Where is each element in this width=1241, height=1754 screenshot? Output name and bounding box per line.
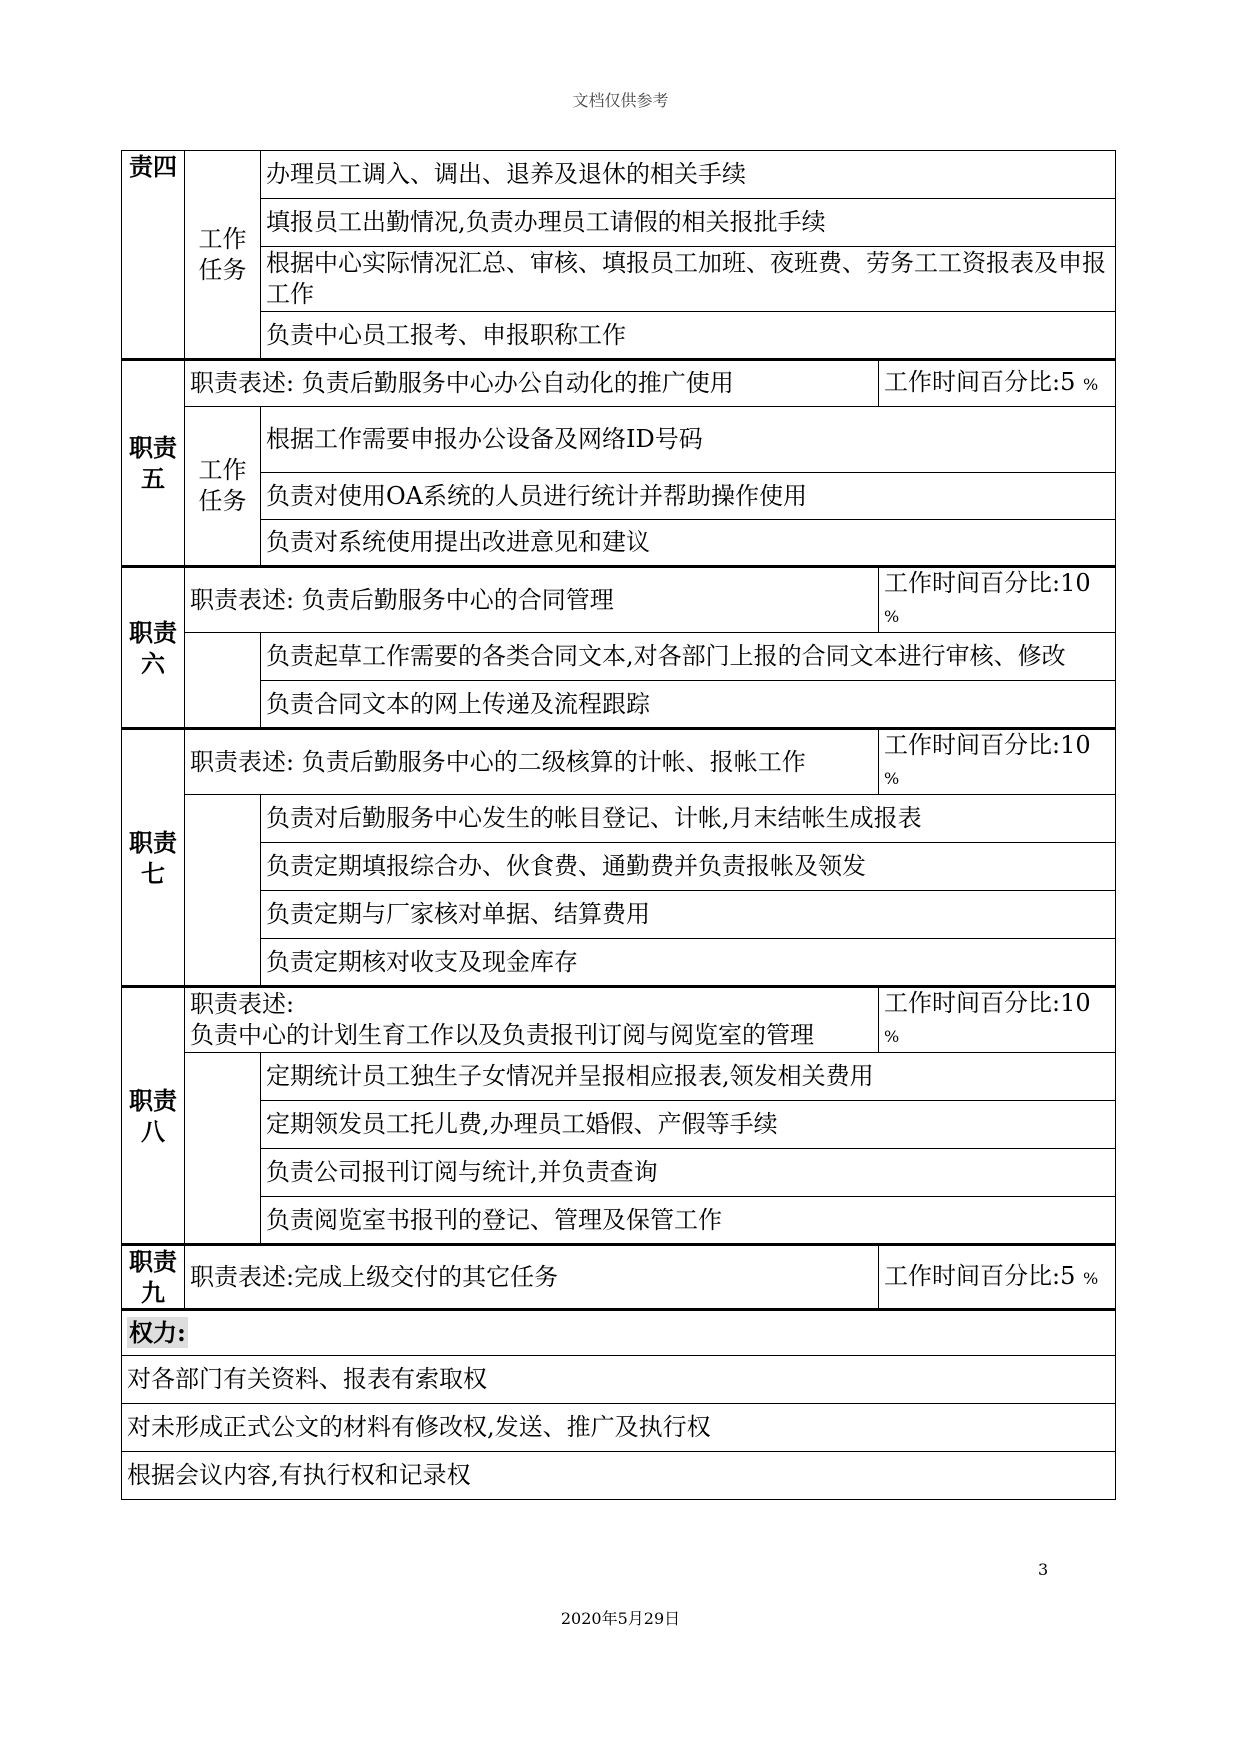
duty7-task-3: 负责定期与厂家核对单据、结算费用 [261, 891, 1116, 939]
duty6-label: 职责六 [122, 567, 185, 729]
duty4-task-2: 填报员工出勤情况,负责办理员工请假的相关报批手续 [261, 199, 1116, 247]
duty4-task-label: 工作任务 [185, 151, 261, 360]
duty4-task-4: 负责中心员工报考、申报职称工作 [261, 312, 1116, 360]
duty8-pct: 工作时间百分比:10 % [879, 987, 1116, 1053]
duty4-task-1: 办理员工调入、调出、退养及退休的相关手续 [261, 151, 1116, 199]
duty7-desc: 职责表述: 负责后勤服务中心的二级核算的计帐、报帐工作 [185, 729, 879, 795]
duty9-desc: 职责表述:完成上级交付的其它任务 [185, 1245, 879, 1310]
powers-heading-cell [122, 1310, 1116, 1356]
duty7-task-2: 负责定期填报综合办、伙食费、通勤费并负责报帐及领发 [261, 843, 1116, 891]
duty5-task-1: 根据工作需要申报办公设备及网络ID号码 [261, 407, 1116, 473]
duty7-task-label-empty [185, 795, 261, 987]
page-header: 文档仅供参考 [572, 91, 669, 110]
duty5-desc: 职责表述: 负责后勤服务中心办公自动化的推广使用 [185, 360, 879, 407]
duty7-task-4: 负责定期核对收支及现金库存 [261, 939, 1116, 987]
power-item: 根据会议内容,有执行权和记录权 [122, 1452, 1116, 1500]
duty5-task-label: 工作任务 [185, 407, 261, 567]
duty6-task-label-empty [185, 633, 261, 729]
duty8-task-4: 负责阅览室书报刊的登记、管理及保管工作 [261, 1197, 1116, 1245]
duty5-task-3: 负责对系统使用提出改进意见和建议 [261, 520, 1116, 567]
power-item: 对未形成正式公文的材料有修改权,发送、推广及执行权 [122, 1404, 1116, 1452]
duty7-pct: 工作时间百分比:10 % [879, 729, 1116, 795]
duty9-pct: 工作时间百分比:5 % [879, 1245, 1116, 1310]
duty5-label: 职责五 [122, 360, 185, 567]
duty6-task-2: 负责合同文本的网上传递及流程跟踪 [261, 681, 1116, 729]
duty4-task-3: 根据中心实际情况汇总、审核、填报员工加班、夜班费、劳务工工资报表及申报工作 [261, 247, 1116, 312]
duty4-label: 责四 [122, 151, 185, 360]
duty8-task-1: 定期统计员工独生子女情况并呈报相应报表,领发相关费用 [261, 1053, 1116, 1101]
powers-heading: 权力: [129, 1318, 186, 1347]
duty7-label: 职责七 [122, 729, 185, 987]
duty8-label: 职责八 [122, 987, 185, 1245]
duty-table [121, 150, 1116, 1500]
duty8-task-label-empty [185, 1053, 261, 1245]
duty8-task-2: 定期领发员工托儿费,办理员工婚假、产假等手续 [261, 1101, 1116, 1149]
duty7-task-1: 负责对后勤服务中心发生的帐目登记、计帐,月末结帐生成报表 [261, 795, 1116, 843]
duty8-desc: 职责表述: 负责中心的计划生育工作以及负责报刊订阅与阅览室的管理 [185, 987, 879, 1053]
page-date: 2020年5月29日 [560, 1609, 681, 1628]
duty5-task-2: 负责对使用OA系统的人员进行统计并帮助操作使用 [261, 473, 1116, 520]
duty6-pct: 工作时间百分比:10 % [879, 567, 1116, 633]
duty6-desc: 职责表述: 负责后勤服务中心的合同管理 [185, 567, 879, 633]
power-item: 对各部门有关资料、报表有索取权 [122, 1356, 1116, 1404]
page-number: 3 [1038, 1560, 1049, 1579]
duty9-label: 职责九 [122, 1245, 185, 1310]
duty8-task-3: 负责公司报刊订阅与统计,并负责查询 [261, 1149, 1116, 1197]
duty5-pct: 工作时间百分比:5 % [879, 360, 1116, 407]
duty6-task-1: 负责起草工作需要的各类合同文本,对各部门上报的合同文本进行审核、修改 [261, 633, 1116, 681]
